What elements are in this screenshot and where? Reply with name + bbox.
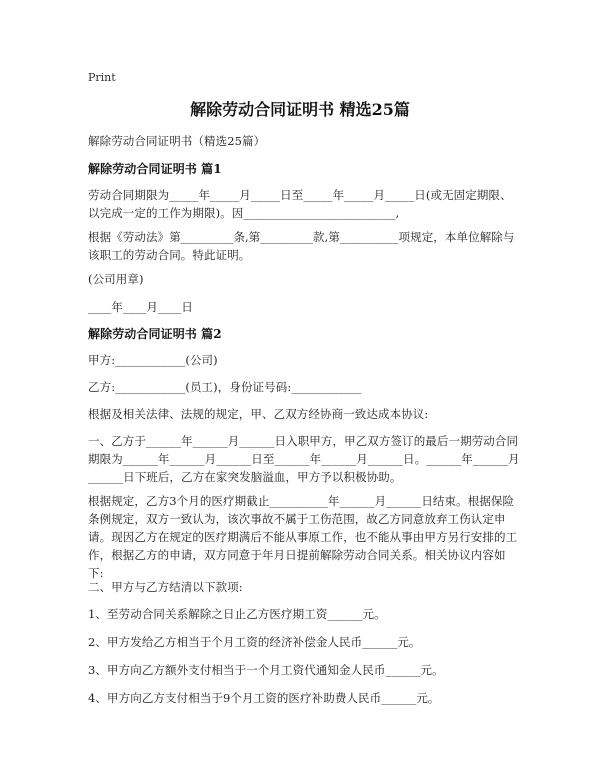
payment-item-2: 2、甲方发给乙方相当于个月工资的经济补偿金人民币______元。	[88, 635, 421, 649]
party-b-line: 乙方:____________(员工)，身份证号码:____________	[88, 380, 362, 394]
document-subtitle	[88, 132, 520, 150]
clause-2-heading: 二、甲方与乙方结清以下款项:	[88, 580, 243, 594]
payment-item-1: 1、至劳动合同关系解除之日止乙方医疗期工资______元。	[88, 607, 386, 621]
party-a-line: 甲方:____________(公司)	[88, 353, 218, 367]
section1-para2	[88, 228, 520, 264]
section1-date: ____年____月____日	[88, 300, 193, 314]
payment-item-3: 3、甲方向乙方额外支付相当于一个月工资代通知金人民币______元。	[88, 663, 444, 677]
subtitle-text: 解除劳动合同证明书（精选25篇）	[88, 134, 266, 148]
section1-para1	[88, 186, 520, 222]
document-title: 解除劳动合同证明书 精选25篇	[190, 100, 410, 119]
clause-1	[88, 432, 520, 486]
section2-heading: 解除劳动合同证明书 篇2	[88, 327, 222, 341]
clause-1-text: 一、乙方于______年______月______日入职甲方，甲乙双方签订的最后一期劳动合同期限为______年______月______日至______年______月______日。______年______月______日下班后，乙方在家突发脑溢血，甲方予以积极协助。	[88, 434, 520, 484]
payment-item-4: 4、甲方向乙方支付相当于9个月工资的医疗补助费人民币______元。	[88, 691, 440, 705]
section1-para1-text: 劳动合同期限为_____年_____月_____日至_____年_____月_____日(或无固定期限、以完成一定的工作为期限)。因__________________________,	[88, 188, 512, 220]
agreement-intro: 根据及相关法律、法规的规定，甲、乙双方经协商一致达成本协议:	[88, 407, 429, 421]
section1-seal: (公司用章)	[88, 272, 144, 286]
clause-1b-text: 根据规定，乙方3个月的医疗期截止__________年______月______日结束。根据保险条例规定，双方一致认为，该次事故不属于工伤范围，故乙方同意放弃工伤认定申请。现因乙方在规定的医疗期满后不能从事原工作，也不能从事由甲方另行安排的工作，根据乙方的申请，双方同意于年月日提前解除劳动合同关系。相关协议内容如下:	[88, 494, 518, 580]
clause-1b	[88, 492, 520, 582]
section1-heading: 解除劳动合同证明书 篇1	[88, 162, 222, 176]
section1-para2-text: 根据《劳动法》第_________条,第_________款,第__________项规定，本单位解除与该职工的劳动合同。特此证明。	[88, 230, 515, 262]
print-label: Print	[88, 71, 116, 84]
